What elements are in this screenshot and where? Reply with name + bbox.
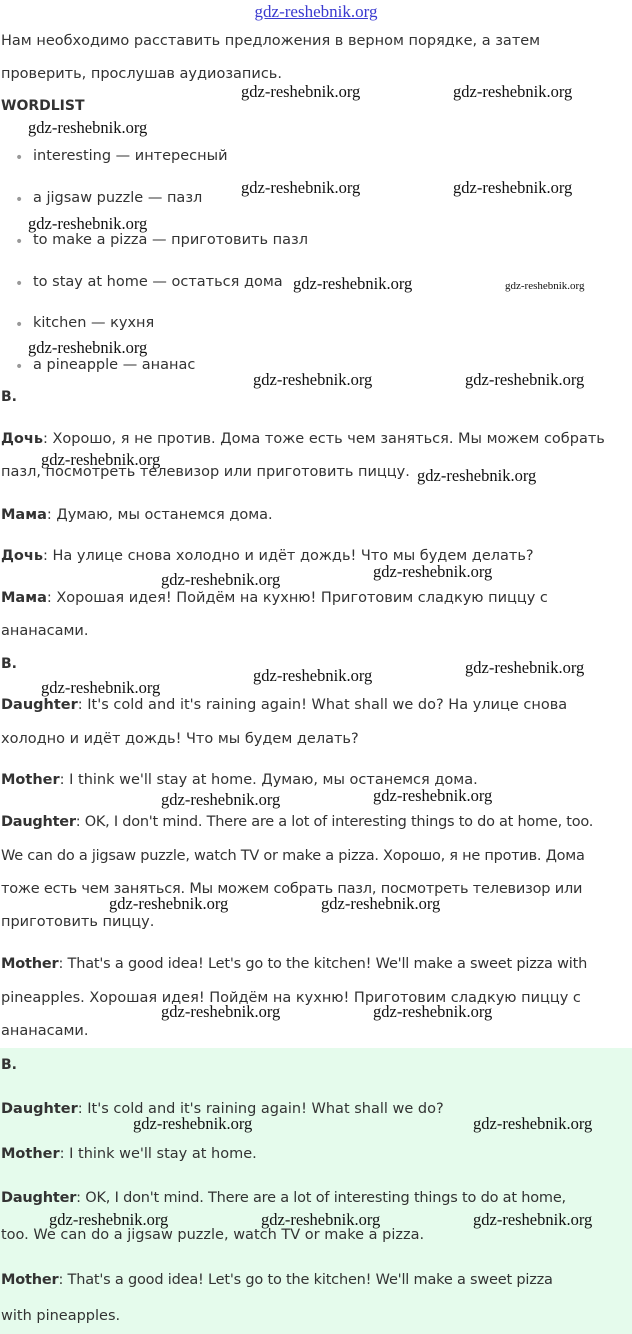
watermark-text: gdz-reshebnik.org [473,1114,593,1133]
watermark-text: gdz-reshebnik.org [241,178,361,197]
watermark-text: gdz-reshebnik.org [453,178,573,197]
watermark-text: gdz-reshebnik.org [473,1210,593,1229]
en-text: It's cold and it's raining again! What shall we do? [87,1101,444,1117]
en-text: I think we'll stay at home. [69,1146,257,1162]
watermark-text: gdz-reshebnik.org [465,370,585,389]
bi-line: тоже есть чем заняться. Мы можем собрать пазл, посмотреть телевизор или [1,881,583,897]
watermark-text: gdz-reshebnik.org [261,1210,381,1229]
watermark-text: gdz-reshebnik.org [253,370,373,389]
speaker-name: Mother [1,956,59,972]
section-label: B. [1,389,17,405]
bi-line: ананасами. [1,1023,89,1039]
watermark-text: gdz-reshebnik.org [373,786,493,805]
bullet-icon: • [15,317,24,333]
ru-line: Мама: Хорошая идея! Пойдём на кухню! Приготовим сладкую пиццу с [1,590,548,606]
watermark-text: gdz-reshebnik.org [253,666,373,685]
wordlist-item-pineapple: a pineapple — ананас [33,357,196,373]
watermark-text: gdz-reshebnik.org [453,82,573,101]
speaker-name: Daughter [1,814,76,830]
watermark-text: gdz-reshebnik.org [373,562,493,581]
speaker-name: Мама [1,507,47,523]
ru-text: Хорошо, я не против. Дома тоже есть чем заняться. Мы можем собрать [52,431,605,447]
en-text: OK, I don't mind. There are a lot of interesting things to do at home, [85,1190,566,1206]
bullet-icon: • [15,276,24,292]
en-line: with pineapples. [1,1308,121,1324]
bullet-icon: • [15,192,24,208]
watermark-text: gdz-reshebnik.org [109,894,229,913]
ru-line: Дочь: Хорошо, я не против. Дома тоже есть чем заняться. Мы можем собрать [1,431,605,447]
bi-line: холодно и идёт дождь! Что мы будем делать? [1,731,359,747]
bi-text: That's a good idea! Let's go to the kitchen! We'll make a sweet pizza with [67,956,588,972]
bullet-icon: • [15,234,24,250]
ru-text: Хорошая идея! Пойдём на кухню! Приготовим сладкую пиццу с [56,590,548,606]
watermark-text: gdz-reshebnik.org [28,214,148,233]
watermark-text: gdz-reshebnik.org [49,1210,169,1229]
watermark-text: gdz-reshebnik.org [373,1002,493,1021]
en-line: Mother: I think we'll stay at home. [1,1146,257,1162]
bi-line: Daughter: It's cold and it's raining again! What shall we do? На улице снова [1,697,568,713]
watermark-text: gdz-reshebnik.org [28,118,148,137]
watermark-text: gdz-reshebnik.org [41,450,161,469]
ru-line: Дочь: На улице снова холодно и идёт дождь! Что мы будем делать? [1,548,534,564]
en-line: too. We can do a jigsaw puzzle, watch TV or make a pizza. [1,1227,425,1243]
watermark-text: gdz-reshebnik.org [161,570,281,589]
bi-line: Daughter: OK, I don't mind. There are a lot of interesting things to do at home, too. [1,814,594,830]
watermark-text: gdz-reshebnik.org [321,894,441,913]
watermark-text: gdz-reshebnik.org [293,274,413,293]
section-label: B. [1,1057,17,1073]
watermark-text: gdz-reshebnik.org [161,790,281,809]
watermark-text: gdz-reshebnik.org [241,82,361,101]
ru-text: На улице снова холодно и идёт дождь! Что мы будем делать? [52,548,534,564]
watermark-text: gdz-reshebnik.org [41,678,161,697]
watermark-text: gdz-reshebnik.org [28,338,148,357]
bi-text: It's cold and it's raining again! What shall we do? На улице снова [87,697,568,713]
speaker-name: Mother [1,772,60,788]
en-line: Daughter: OK, I don't mind. There are a lot of interesting things to do at home, [1,1190,566,1206]
intro-line-2: проверить, прослушав аудиозапись. [1,66,282,82]
speaker-name: Дочь [1,548,43,564]
bi-text: I think we'll stay at home. Думаю, мы останемся дома. [69,772,478,788]
intro-line-1: Нам необходимо расставить предложения в верном порядке, а затем [1,33,541,49]
bullet-icon: • [15,150,24,166]
watermark-text: gdz-reshebnik.org [133,1114,253,1133]
bi-line: We can do a jigsaw puzzle, watch TV or make a pizza. Хорошо, я не против. Дома [1,848,585,864]
bi-line: Mother: I think we'll stay at home. Думаю, мы останемся дома. [1,772,478,788]
speaker-name: Daughter [1,1101,78,1117]
watermark-text: gdz-reshebnik.org [161,1002,281,1021]
ru-text: Думаю, мы останемся дома. [56,507,273,523]
watermark-text: gdz-reshebnik.org [417,466,537,485]
speaker-name: Мама [1,590,47,606]
en-line: Daughter: It's cold and it's raining again! What shall we do? [1,1101,444,1117]
wordlist-item-pizza: to make a pizza — приготовить пазл [33,232,308,248]
bi-line: приготовить пиццу. [1,914,155,930]
speaker-name: Дочь [1,431,43,447]
speaker-name: Mother [1,1146,60,1162]
wordlist-heading: WORDLIST [1,98,85,114]
bullet-icon: • [15,359,24,375]
en-line: Mother: That's a good idea! Let's go to the kitchen! We'll make a sweet pizza [1,1272,553,1288]
bi-text: OK, I don't mind. There are a lot of interesting things to do at home, too. [84,814,594,830]
watermark-text: gdz-reshebnik.org [465,658,585,677]
speaker-name: Mother [1,1272,59,1288]
ru-line: ананасами. [1,623,89,639]
speaker-name: Daughter [1,697,78,713]
wordlist-item-kitchen: kitchen — кухня [33,315,155,331]
en-text: That's a good idea! Let's go to the kitchen! We'll make a sweet pizza [67,1272,553,1288]
bi-line: pineapples. Хорошая идея! Пойдём на кухню! Приготовим сладкую пиццу с [1,990,581,1006]
wordlist-item-jigsaw: a jigsaw puzzle — пазл [33,190,203,206]
watermark-text: gdz-reshebnik.org [505,280,585,292]
wordlist-item-interesting: interesting — интересный [33,148,228,164]
wordlist-item-home: to stay at home — остаться дома [33,274,283,290]
bi-line: Mother: That's a good idea! Let's go to the kitchen! We'll make a sweet pizza with [1,956,588,972]
site-link[interactable]: gdz-reshebnik.org [254,2,378,21]
ru-line: пазл, посмотреть телевизор или приготовить пиццу. [1,464,410,480]
section-label: B. [1,656,17,672]
speaker-name: Daughter [1,1190,77,1206]
ru-line: Мама: Думаю, мы останемся дома. [1,507,273,523]
